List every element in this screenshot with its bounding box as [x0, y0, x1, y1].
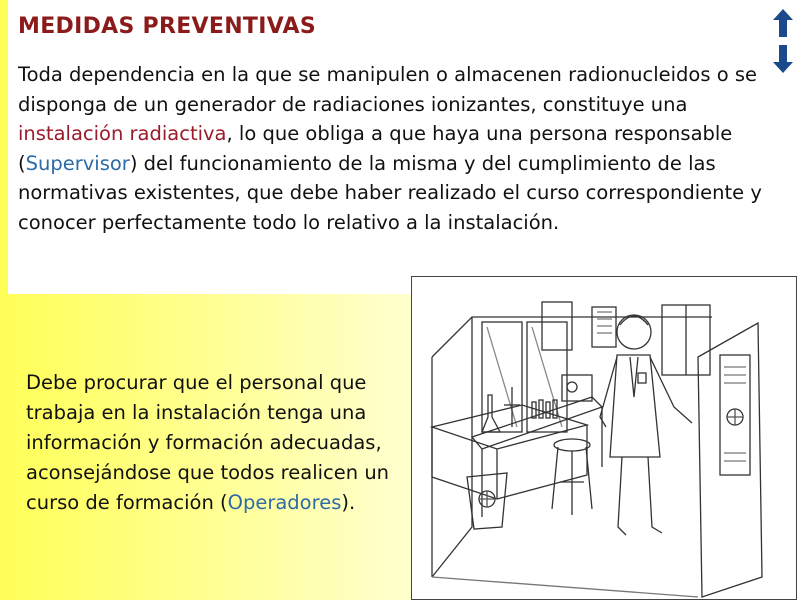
- intro-text-3: ) del funcionamiento de la misma y del cumplimiento de las normativas existentes, que debe haber realizado el curso correspondiente y conocer perfectamente todo lo relativo a la instalación.: [18, 151, 762, 234]
- arrow-up-icon[interactable]: [770, 8, 796, 38]
- lab-illustration: [411, 276, 797, 600]
- supervisor-link[interactable]: Supervisor: [25, 151, 130, 175]
- training-text-2: ).: [341, 491, 356, 514]
- page-navigation: [770, 8, 796, 74]
- intro-paragraph: [18, 60, 768, 237]
- arrow-down-icon[interactable]: [770, 44, 796, 74]
- intro-text-1: Toda dependencia en la que se manipulen o almacenen radionucleidos o se disponga de un generador de radiaciones ionizantes, constituye una: [18, 63, 758, 116]
- page-title: MEDIDAS PREVENTIVAS: [18, 14, 317, 39]
- training-text-1: Debe procurar que el personal que trabaja en la instalación tenga una información y formación adecuadas, aconsejándose que todos realicen un curso de formación (: [26, 371, 390, 514]
- intro-text-2: , lo que obliga a que haya una persona responsable (: [18, 122, 733, 175]
- operators-link[interactable]: Operadores: [227, 491, 342, 514]
- radioactive-installation-term: instalación radiactiva: [18, 122, 227, 145]
- lab-scene-drawing: [412, 277, 796, 599]
- training-paragraph: [26, 368, 406, 518]
